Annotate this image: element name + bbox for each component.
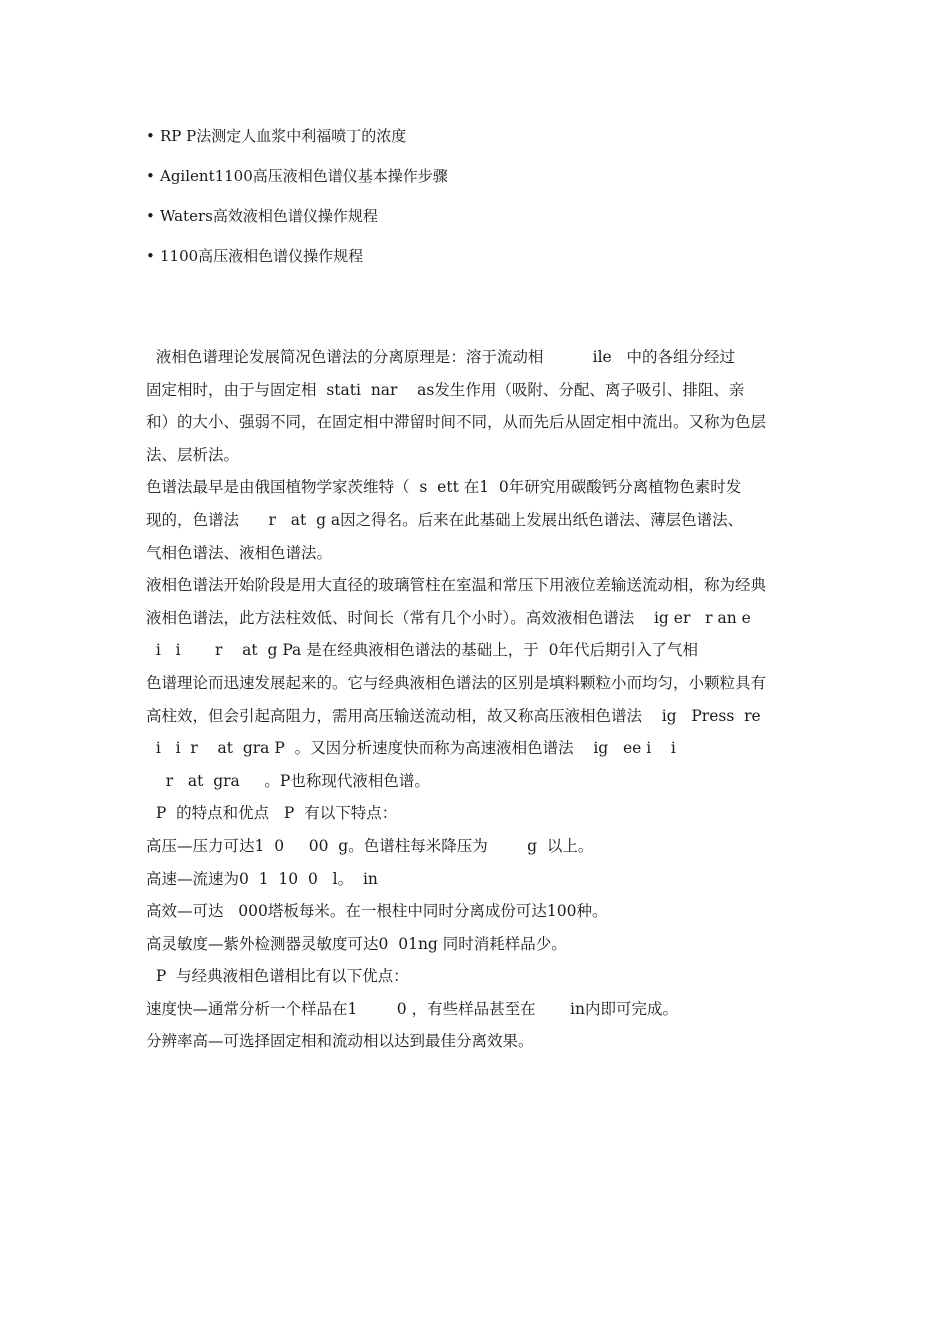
body-line: 速度快—通常分析一个样品在1 0 ，有些样品甚至在 in内即可完成。 <box>146 999 678 1018</box>
related-links-list <box>146 122 448 282</box>
body-line: 高压—压力可达1 0 00 g。色谱柱每米降压为 g 以上。 <box>146 836 594 855</box>
related-link[interactable]: • 1100高压液相色谱仪操作规程 <box>146 242 448 282</box>
body-line: 液相色谱理论发展简况色谱法的分离原理是：溶于流动相 ile 中的各组分经过 <box>146 348 735 366</box>
body-line: 液相色谱法，此方法柱效低、时间长（常有几个小时）。高效液相色谱法 ig er r an e <box>146 608 751 627</box>
body-line: 法、层析法。 <box>146 445 240 464</box>
body-line: 现的，色谱法 r at g a因之得名。后来在此基础上发展出纸色谱法、薄层色谱法、 <box>146 510 744 529</box>
body-line: 色谱理论而迅速发展起来的。它与经典液相色谱法的区别是填料颗粒小而均匀，小颗粒具有 <box>146 673 767 692</box>
body-line: 高柱效，但会引起高阻力，需用高压输送流动相，故又称高压液相色谱法 ig Press re <box>146 706 761 725</box>
body-line: 和）的大小、强弱不同，在固定相中滞留时间不同，从而先后从固定相中流出。又称为色层 <box>146 413 767 432</box>
body-line: i i r at gra P 。又因分析速度快而称为高速液相色谱法 ig ee i i <box>146 739 676 758</box>
body-line: P 的特点和优点 P 有以下特点： <box>146 804 398 823</box>
body-line: 分辨率高—可选择固定相和流动相以达到最佳分离效果。 <box>146 1032 534 1051</box>
body-line: 气相色谱法、液相色谱法。 <box>146 543 333 562</box>
article-body <box>146 342 856 1059</box>
bullet-dot: • <box>146 247 155 265</box>
bullet-dot: • <box>146 127 155 145</box>
body-line: P 与经典液相色谱相比有以下优点： <box>146 967 409 986</box>
body-line: r at gra 。P也称现代液相色谱。 <box>146 771 430 790</box>
bullet-dot: • <box>146 167 155 185</box>
body-line: 高效—可达 000塔板每米。在一根柱中同时分离成份可达100种。 <box>146 902 608 921</box>
body-line: 高灵敏度—紫外检测器灵敏度可达0 01ng 同时消耗样品少。 <box>146 934 567 953</box>
related-link[interactable]: • Waters高效液相色谱仪操作规程 <box>146 202 448 242</box>
related-link[interactable]: • RP P法测定人血浆中利福喷丁的浓度 <box>146 122 448 162</box>
body-line: 色谱法最早是由俄国植物学家茨维特（ s ett 在1 0年研究用碳酸钙分离植物色素时发 <box>146 478 742 497</box>
body-line: i i r at g Pa 是在经典液相色谱法的基础上，于 0年代后期引入了气相 <box>146 641 698 660</box>
body-line: 固定相时，由于与固定相 stati nar as发生作用（吸附、分配、离子吸引、排阻、亲 <box>146 380 745 399</box>
body-line: 液相色谱法开始阶段是用大直径的玻璃管柱在室温和常压下用液位差输送流动相，称为经典 <box>146 576 767 595</box>
bullet-dot: • <box>146 207 155 225</box>
related-link[interactable]: • Agilent1100高压液相色谱仪基本操作步骤 <box>146 162 448 202</box>
body-line: 高速—流速为0 1 10 0 l。 in <box>146 869 378 888</box>
